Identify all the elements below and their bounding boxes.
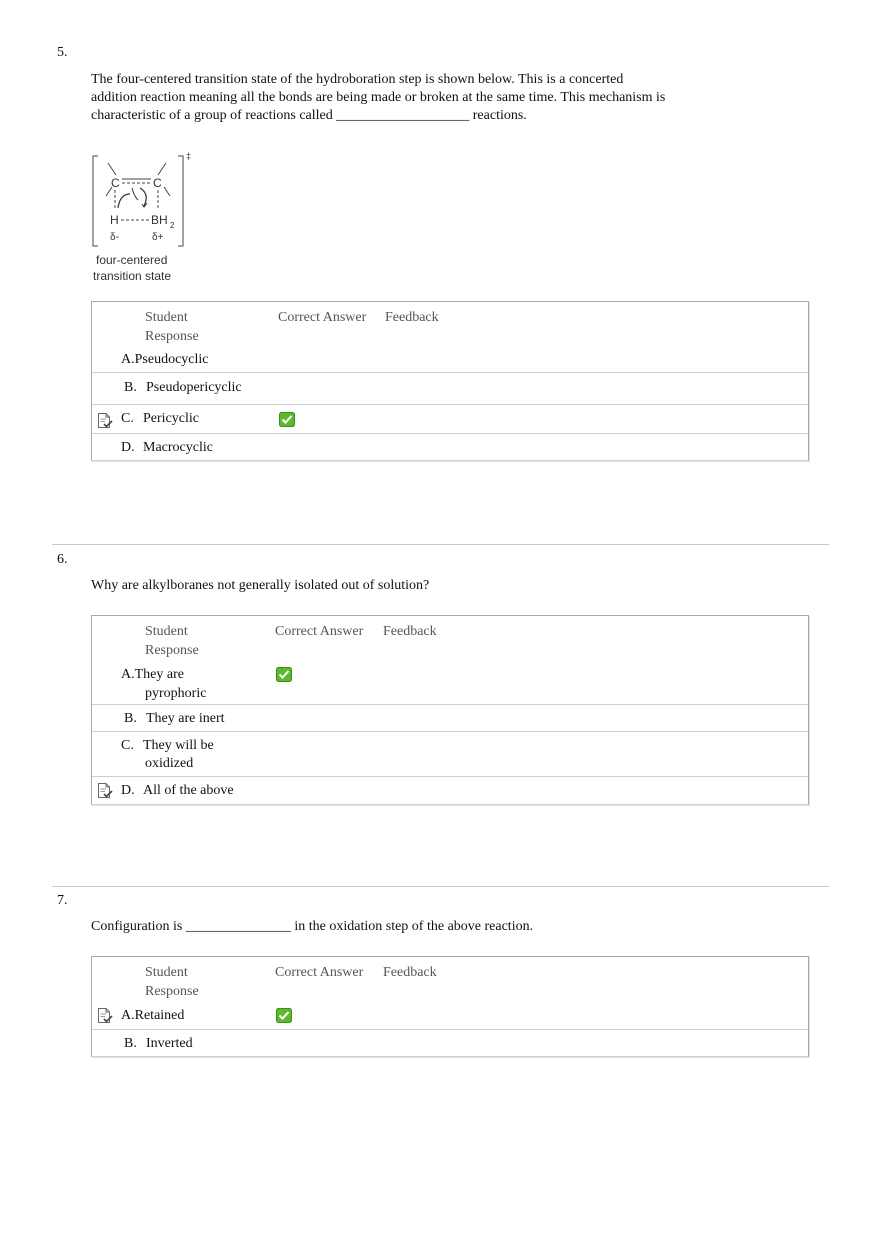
green-check-icon — [276, 1008, 292, 1023]
document-check-icon — [97, 412, 113, 429]
option-row-d — [92, 776, 808, 804]
green-check-icon — [276, 667, 292, 682]
document-check-icon — [97, 782, 113, 799]
option-row-c — [92, 731, 808, 776]
option-row-b — [92, 704, 808, 731]
double-dagger-label: ‡ — [186, 151, 192, 161]
option-a: A.They are pyrophoric — [121, 667, 207, 701]
hydrogen-label: H — [110, 213, 119, 227]
header-correct-answer: Correct Answer — [278, 310, 367, 325]
table-header — [92, 302, 808, 372]
option-a: A.Retained — [121, 1008, 185, 1023]
question-text: Configuration is _______________ in the oxidation step of the above reaction. — [91, 919, 534, 934]
delta-minus-label: δ- — [110, 232, 119, 243]
answer-table — [91, 301, 809, 461]
header-feedback: Feedback — [383, 965, 437, 980]
option-b: B. They are inert — [124, 711, 225, 726]
green-check-icon — [279, 412, 295, 427]
question-number: 5. — [57, 45, 68, 60]
borane-label: BH — [151, 213, 168, 227]
right-bracket — [178, 156, 183, 246]
carbon-right-label: C — [153, 176, 162, 190]
header-feedback: Feedback — [385, 310, 439, 325]
header-student-response: Student Response — [145, 310, 199, 344]
question-text: The four-centered transition state of the hydroboration step is shown below. This is a concerted addition reaction meaning all the bonds are being made or broken at the same time. This mechanism is characteristic of a group of reactions called ___________________ reactions. — [91, 72, 666, 123]
transition-state-figure — [90, 150, 200, 284]
table-header — [92, 616, 808, 704]
header-feedback: Feedback — [383, 624, 437, 639]
question-number: 7. — [57, 893, 68, 908]
header-student-response: Student Response — [145, 965, 199, 999]
answer-table — [91, 956, 809, 1057]
question-number: 6. — [57, 552, 68, 567]
option-row-d — [92, 433, 808, 460]
question-divider — [52, 544, 829, 545]
option-c: C. Pericyclic — [121, 411, 199, 426]
table-header — [92, 957, 808, 1029]
option-b: B. Pseudopericyclic — [124, 380, 242, 395]
option-b: B. Inverted — [124, 1036, 193, 1051]
header-correct-answer: Correct Answer — [275, 965, 364, 980]
carbon-left-label: C — [111, 176, 120, 190]
option-c: C. They will be oxidized — [121, 738, 214, 771]
document-check-icon — [97, 1007, 113, 1024]
option-d: D. All of the above — [121, 783, 234, 798]
figure-caption-line2: transition state — [93, 269, 172, 283]
borane-subscript: 2 — [170, 221, 175, 230]
left-bracket — [93, 156, 98, 246]
question-text: Why are alkylboranes not generally isolated out of solution? — [91, 578, 430, 593]
option-row-c — [92, 404, 808, 433]
option-a: A.Pseudocyclic — [121, 352, 209, 367]
figure-caption-line1: four-centered — [96, 253, 168, 267]
question-divider — [52, 886, 829, 887]
header-student-response: Student Response — [145, 624, 199, 658]
delta-plus-label: δ+ — [152, 232, 164, 243]
option-row-b — [92, 1029, 808, 1056]
header-correct-answer: Correct Answer — [275, 624, 364, 639]
option-row-b — [92, 372, 808, 404]
answer-table — [91, 615, 809, 805]
option-d: D. Macrocyclic — [121, 440, 213, 455]
